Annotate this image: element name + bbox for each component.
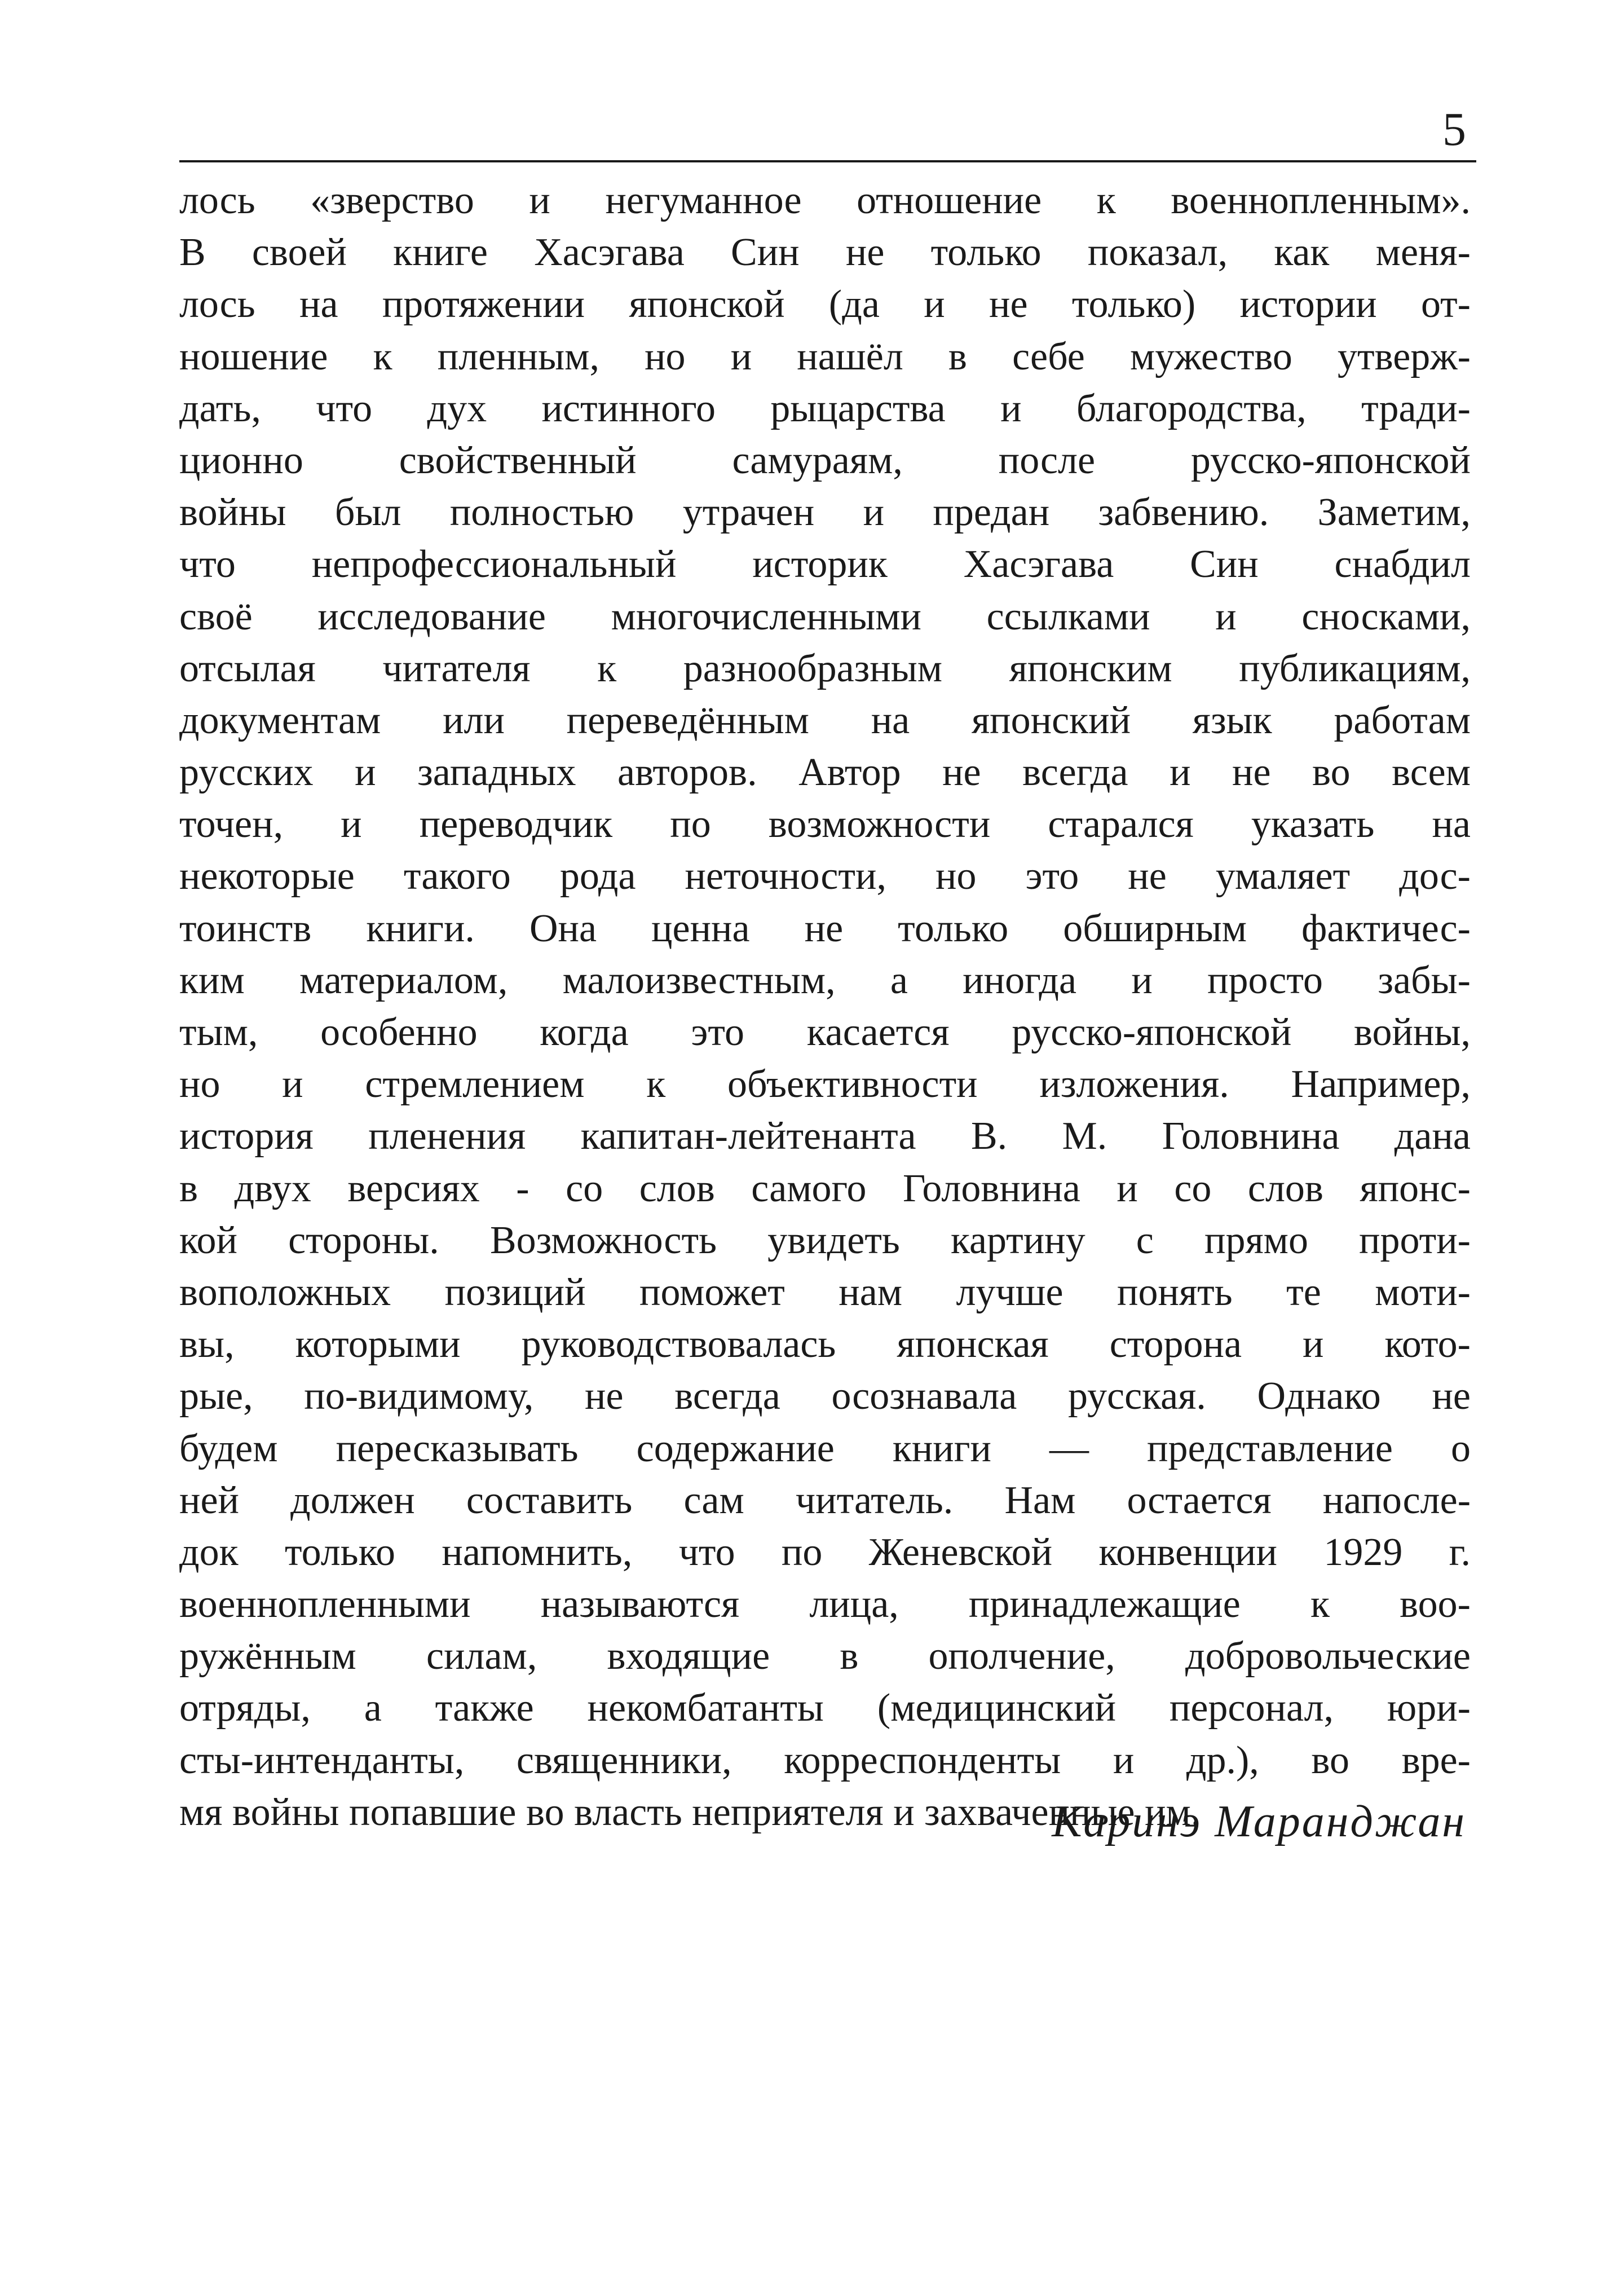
- text-line: документам или переведённым на японский язык работам: [179, 698, 1471, 742]
- text-line: русских и западных авторов. Автор не всегда и не во всем: [179, 751, 1471, 795]
- text-line: сты-интенданты, священники, корреспонденты и др.), во вре-: [179, 1738, 1471, 1782]
- text-line: отряды, а также некомбатанты (медицинский персонал, юри-: [179, 1686, 1471, 1730]
- text-line: тоинств книги. Она ценна не только обширным фактичес-: [179, 906, 1471, 950]
- text-line: в двух версиях - со слов самого Головнина и со слов японс-: [179, 1166, 1471, 1210]
- text-line: войны был полностью утрачен и предан забвению. Заметим,: [179, 491, 1471, 535]
- text-line: вы, которыми руководствовалась японская сторона и кото-: [179, 1323, 1471, 1366]
- text-line: ней должен составить сам читатель. Нам остается напосле-: [179, 1478, 1471, 1522]
- text-line: история пленения капитан-лейтенанта В. М. Головнина дана: [179, 1114, 1471, 1158]
- text-line: тым, особенно когда это касается русско-японской войны,: [179, 1011, 1471, 1054]
- body-text: [179, 175, 1471, 1839]
- text-line: некоторые такого рода неточности, но это не умаляет дос-: [179, 854, 1471, 898]
- text-line: точен, и переводчик по возможности старался указать на: [179, 803, 1471, 847]
- text-line: что непрофессиональный историк Хасэгава Син снабдил: [179, 543, 1471, 587]
- text-line: лось на протяжении японской (да и не только) истории от-: [179, 283, 1471, 327]
- text-line: ционно свойственный самураям, после русско-японской: [179, 438, 1471, 482]
- page-number: 5: [1442, 103, 1466, 156]
- text-line: дать, что дух истинного рыцарства и благородства, тради-: [179, 386, 1471, 430]
- author-signature: Каринэ Маранджан: [1052, 1797, 1466, 1846]
- text-line: отсылая читателя к разнообразным японским публикациям,: [179, 646, 1471, 690]
- text-line: ношение к пленным, но и нашёл в себе мужество утверж-: [179, 334, 1471, 378]
- text-line: ким материалом, малоизвестным, а иногда и просто забы-: [179, 958, 1471, 1002]
- text-line: док только напомнить, что по Женевской конвенции 1929 г.: [179, 1530, 1471, 1574]
- text-line: ружённым силам, входящие в ополчение, добровольческие: [179, 1634, 1471, 1678]
- text-line: В своей книге Хасэгава Син не только показал, как меня-: [179, 231, 1471, 275]
- text-line: своё исследование многочисленными ссылками и сносками,: [179, 594, 1471, 638]
- text-line: будем пересказывать содержание книги — представление о: [179, 1426, 1471, 1470]
- text-line: рые, по-видимому, не всегда осознавала русская. Однако не: [179, 1374, 1471, 1418]
- text-line: кой стороны. Возможность увидеть картину с прямо проти-: [179, 1218, 1471, 1262]
- text-line: лось «зверство и негуманное отношение к военнопленным».: [179, 179, 1471, 222]
- text-line: военнопленными называются лица, принадлежащие к воо-: [179, 1582, 1471, 1626]
- text-line: но и стремлением к объективности изложения. Например,: [179, 1063, 1471, 1107]
- text-line: мя войны попавшие во власть неприятеля и захваченные им.: [179, 1790, 1201, 1834]
- text-line: воположных позиций поможет нам лучше понять те моти-: [179, 1270, 1471, 1314]
- header-rule: [179, 160, 1476, 162]
